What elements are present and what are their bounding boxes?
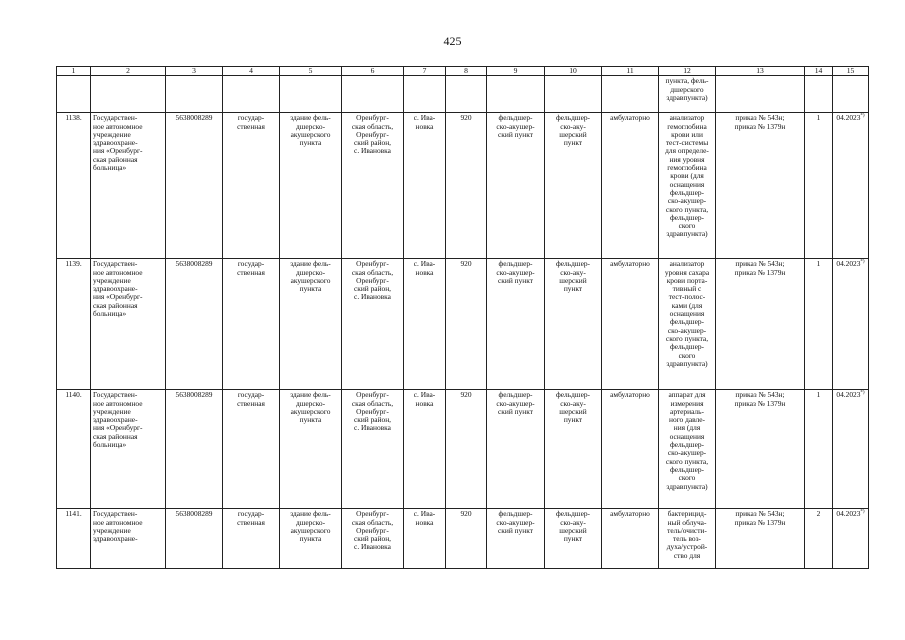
subunit-cell: фельдшер- ско-аку- шерский пункт xyxy=(545,509,602,569)
organization-cell: Государствен- ное автономное учреждение здравоохране- xyxy=(91,509,166,569)
subunit-cell: фельдшер- ско-аку- шерский пункт xyxy=(545,113,602,259)
column-header: 5 xyxy=(280,67,342,76)
ownership-cell: государ- ственная xyxy=(223,390,280,509)
inn-cell: 5638008289 xyxy=(166,509,223,569)
continuation-row xyxy=(57,76,869,113)
row-number: 1139. xyxy=(57,259,91,390)
column-header: 10 xyxy=(545,67,602,76)
column-header: 8 xyxy=(446,67,487,76)
organization-cell: Государствен- ное автономное учреждение здравоохране- ния «Оренбург- ская районная больница» xyxy=(91,259,166,390)
footnote-mark: *) xyxy=(860,259,865,265)
quantity-cell: 1 xyxy=(805,113,833,259)
care-type-cell: амбулаторно xyxy=(602,509,659,569)
order-cell: приказ № 543н; приказ № 1379н xyxy=(716,509,805,569)
column-header: 11 xyxy=(602,67,659,76)
table-row xyxy=(57,390,869,509)
row-number: 1141. xyxy=(57,509,91,569)
locality-cell: с. Ива- новка xyxy=(404,509,446,569)
building-cell: здание фель- дшерско- акушерского пункта xyxy=(280,113,342,259)
address-cell: Оренбург- ская область, Оренбург- ский район, с. Ивановка xyxy=(342,259,404,390)
column-header: 13 xyxy=(716,67,805,76)
address-cell: Оренбург- ская область, Оренбург- ский район, с. Ивановка xyxy=(342,390,404,509)
subunit-cell: фельдшер- ско-аку- шерский пункт xyxy=(545,390,602,509)
inn-cell: 5638008289 xyxy=(166,259,223,390)
code-cell: 920 xyxy=(446,113,487,259)
table-row xyxy=(57,113,869,259)
row-number: 1140. xyxy=(57,390,91,509)
building-cell: здание фель- дшерско- акушерского пункта xyxy=(280,259,342,390)
continuation-equipment-cell: пункта, фель- дшерского здравпункта) xyxy=(659,76,716,113)
footnote-mark: *) xyxy=(860,509,865,515)
ownership-cell: государ- ственная xyxy=(223,259,280,390)
column-header: 15 xyxy=(833,67,869,76)
column-header: 4 xyxy=(223,67,280,76)
inn-cell: 5638008289 xyxy=(166,390,223,509)
unit-cell: фельдшер- ско-акушер- ский пункт xyxy=(487,259,545,390)
page-number: 425 xyxy=(443,34,462,48)
column-header: 14 xyxy=(805,67,833,76)
column-header: 6 xyxy=(342,67,404,76)
order-cell: приказ № 543н; приказ № 1379н xyxy=(716,390,805,509)
date-cell: 04.2023*) xyxy=(833,259,869,390)
unit-cell: фельдшер- ско-акушер- ский пункт xyxy=(487,509,545,569)
footnote-mark: *) xyxy=(860,113,865,119)
address-cell: Оренбург- ская область, Оренбург- ский район, с. Ивановка xyxy=(342,113,404,259)
ownership-cell: государ- ственная xyxy=(223,113,280,259)
quantity-cell: 2 xyxy=(805,509,833,569)
column-header: 7 xyxy=(404,67,446,76)
code-cell: 920 xyxy=(446,259,487,390)
column-header: 1 xyxy=(57,67,91,76)
date-cell: 04.2023*) xyxy=(833,390,869,509)
column-number-row xyxy=(57,67,869,76)
organization-cell: Государствен- ное автономное учреждение здравоохране- ния «Оренбург- ская районная больница» xyxy=(91,113,166,259)
equipment-cell: анализатор гемоглобина крови или тест-системы для определе- ния уровня гемоглобина крови (для оснащения фельдшер- ско-акушер- ского пункта, фельдшер- ского здравпункта) xyxy=(659,113,716,259)
locality-cell: с. Ива- новка xyxy=(404,259,446,390)
unit-cell: фельдшер- ско-акушер- ский пункт xyxy=(487,390,545,509)
column-header: 9 xyxy=(487,67,545,76)
address-cell: Оренбург- ская область, Оренбург- ский район, с. Ивановка xyxy=(342,509,404,569)
equipment-cell: бактерицид- ный облуча- тель/очисти- тель воз- духа/устрой- ство для xyxy=(659,509,716,569)
locality-cell: с. Ива- новка xyxy=(404,390,446,509)
subunit-cell: фельдшер- ско-аку- шерский пункт xyxy=(545,259,602,390)
quantity-cell: 1 xyxy=(805,390,833,509)
unit-cell: фельдшер- ско-акушер- ский пункт xyxy=(487,113,545,259)
locality-cell: с. Ива- новка xyxy=(404,113,446,259)
row-number: 1138. xyxy=(57,113,91,259)
column-header: 2 xyxy=(91,67,166,76)
date-cell: 04.2023*) xyxy=(833,509,869,569)
ownership-cell: государ- ственная xyxy=(223,509,280,569)
equipment-cell: аппарат для измерения артериаль- ного давле- ния (для оснащения фельдшер- ско-акушер- ского пункта, фельдшер- ского здравпункта) xyxy=(659,390,716,509)
care-type-cell: амбулаторно xyxy=(602,113,659,259)
footnote-mark: *) xyxy=(860,390,865,396)
building-cell: здание фель- дшерско- акушерского пункта xyxy=(280,509,342,569)
column-header: 12 xyxy=(659,67,716,76)
table-row xyxy=(57,509,869,569)
date-cell: 04.2023*) xyxy=(833,113,869,259)
equipment-table xyxy=(56,66,869,569)
code-cell: 920 xyxy=(446,509,487,569)
care-type-cell: амбулаторно xyxy=(602,390,659,509)
order-cell: приказ № 543н; приказ № 1379н xyxy=(716,259,805,390)
care-type-cell: амбулаторно xyxy=(602,259,659,390)
code-cell: 920 xyxy=(446,390,487,509)
building-cell: здание фель- дшерско- акушерского пункта xyxy=(280,390,342,509)
equipment-cell: анализатор уровня сахара крови порта- тивный с тест-полос- ками (для оснащения фельдшер- ско-акушер- ского пункта, фельдшер- ского здравпункта) xyxy=(659,259,716,390)
table-row xyxy=(57,259,869,390)
quantity-cell: 1 xyxy=(805,259,833,390)
organization-cell: Государствен- ное автономное учреждение здравоохране- ния «Оренбург- ская районная больница» xyxy=(91,390,166,509)
column-header: 3 xyxy=(166,67,223,76)
order-cell: приказ № 543н; приказ № 1379н xyxy=(716,113,805,259)
inn-cell: 5638008289 xyxy=(166,113,223,259)
